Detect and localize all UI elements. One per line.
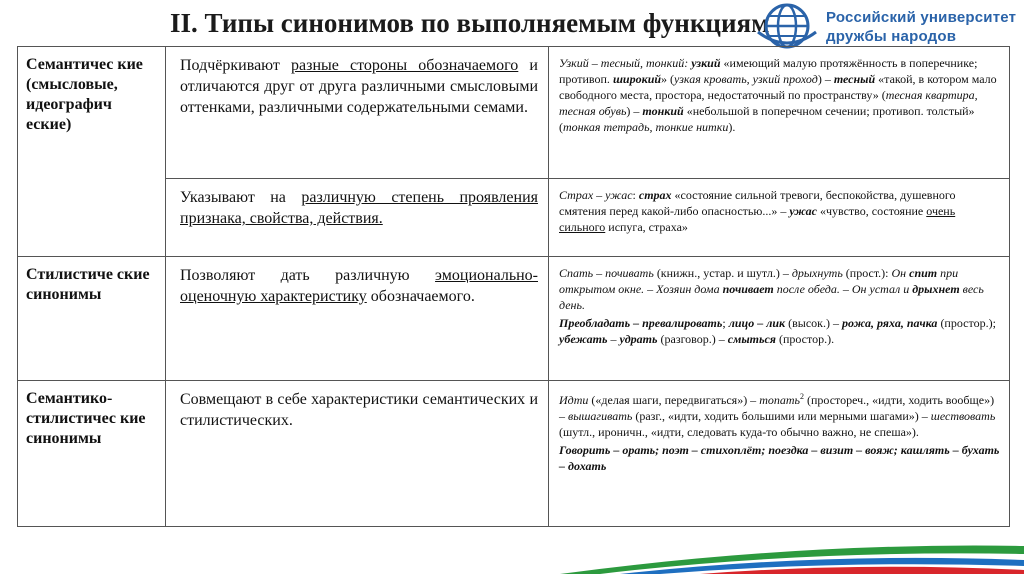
logo-line-2: дружбы народов: [826, 28, 957, 45]
example-cell-2: Страх – ужас: страх «состояние сильной тревоги, беспокойства, душевного смятения перед какой-либо опасностью...» – ужас «чувство, состояние очень сильного испуга, страха»: [549, 179, 1010, 257]
desc-cell-stylistic: Позволяют дать различную эмоционально-оценочную характеристику обозначаемого.: [166, 257, 549, 381]
desc-cell-semantic-stylistic: Совмещают в себе характеристики семантических и стилистических.: [166, 381, 549, 527]
desc-cell-semantic-2: Указывают на различную степень проявления признака, свойства, действия.: [166, 179, 549, 257]
type-cell-stylistic: Стилистиче ские синонимы: [18, 257, 166, 381]
logo-line-1: Российский университет: [826, 9, 1017, 26]
example-cell-4: Идти («делая шаги, передвигаться») – топать$^2$ (простореч., «идти, ходить вообще») – вышагивать (разг., «идти, ходить большими или мерными шагами») – шествовать (шутл., ироничн., «идти, следовать куда-то обычно важно, не спеша»). Говорить – орать; поэт – стихоплёт; поездка – визит – вояж; кашлять – бухать – дохать: [549, 381, 1010, 527]
type-cell-semantic: Семантичес кие (смысловые, идеографич еские): [18, 47, 166, 257]
type-cell-semantic-stylistic: Семантико-стилистичес кие синонимы: [18, 381, 166, 527]
example-cell-1: Узкий – тесный, тонкий: узкий «имеющий малую протяжённость в поперечнике; противоп. широкий» (узкая кровать, узкий проход) – тесный «такой, в котором мало свободного места, простора, недостаточный по пространству» (тесная квартира, тесная обувь) – тонкий «небольшой в поперечном сечении; противоп. толстый» (тонкая тетрадь, тонкие нитки).: [549, 47, 1010, 179]
university-logo: [756, 2, 1018, 50]
example-cell-3: Спать – почивать (книжн., устар. и шутл.) – дрыхнуть (прост.): Он спит при открытом окне. – Хозяин дома почивает после обеда. – Он устал и дрыхнет весь день. Преобладать – превалировать; лицо – лик (высок.) – рожа, ряха, пачка (простор.); убежать – удрать (разговор.) – смыться (простор.).: [549, 257, 1010, 381]
page-title: II. Типы синонимов по выполняемым функциям: [170, 8, 770, 38]
desc-cell-semantic-1: Подчёркивают разные стороны обозначаемого и отличаются друг от друга различными смысловыми оттенками, различными содержательными семами.: [166, 47, 549, 179]
decorative-ribbon: [0, 538, 1024, 574]
globe-emblem-icon: [756, 2, 818, 50]
synonym-types-table: [17, 46, 1010, 527]
